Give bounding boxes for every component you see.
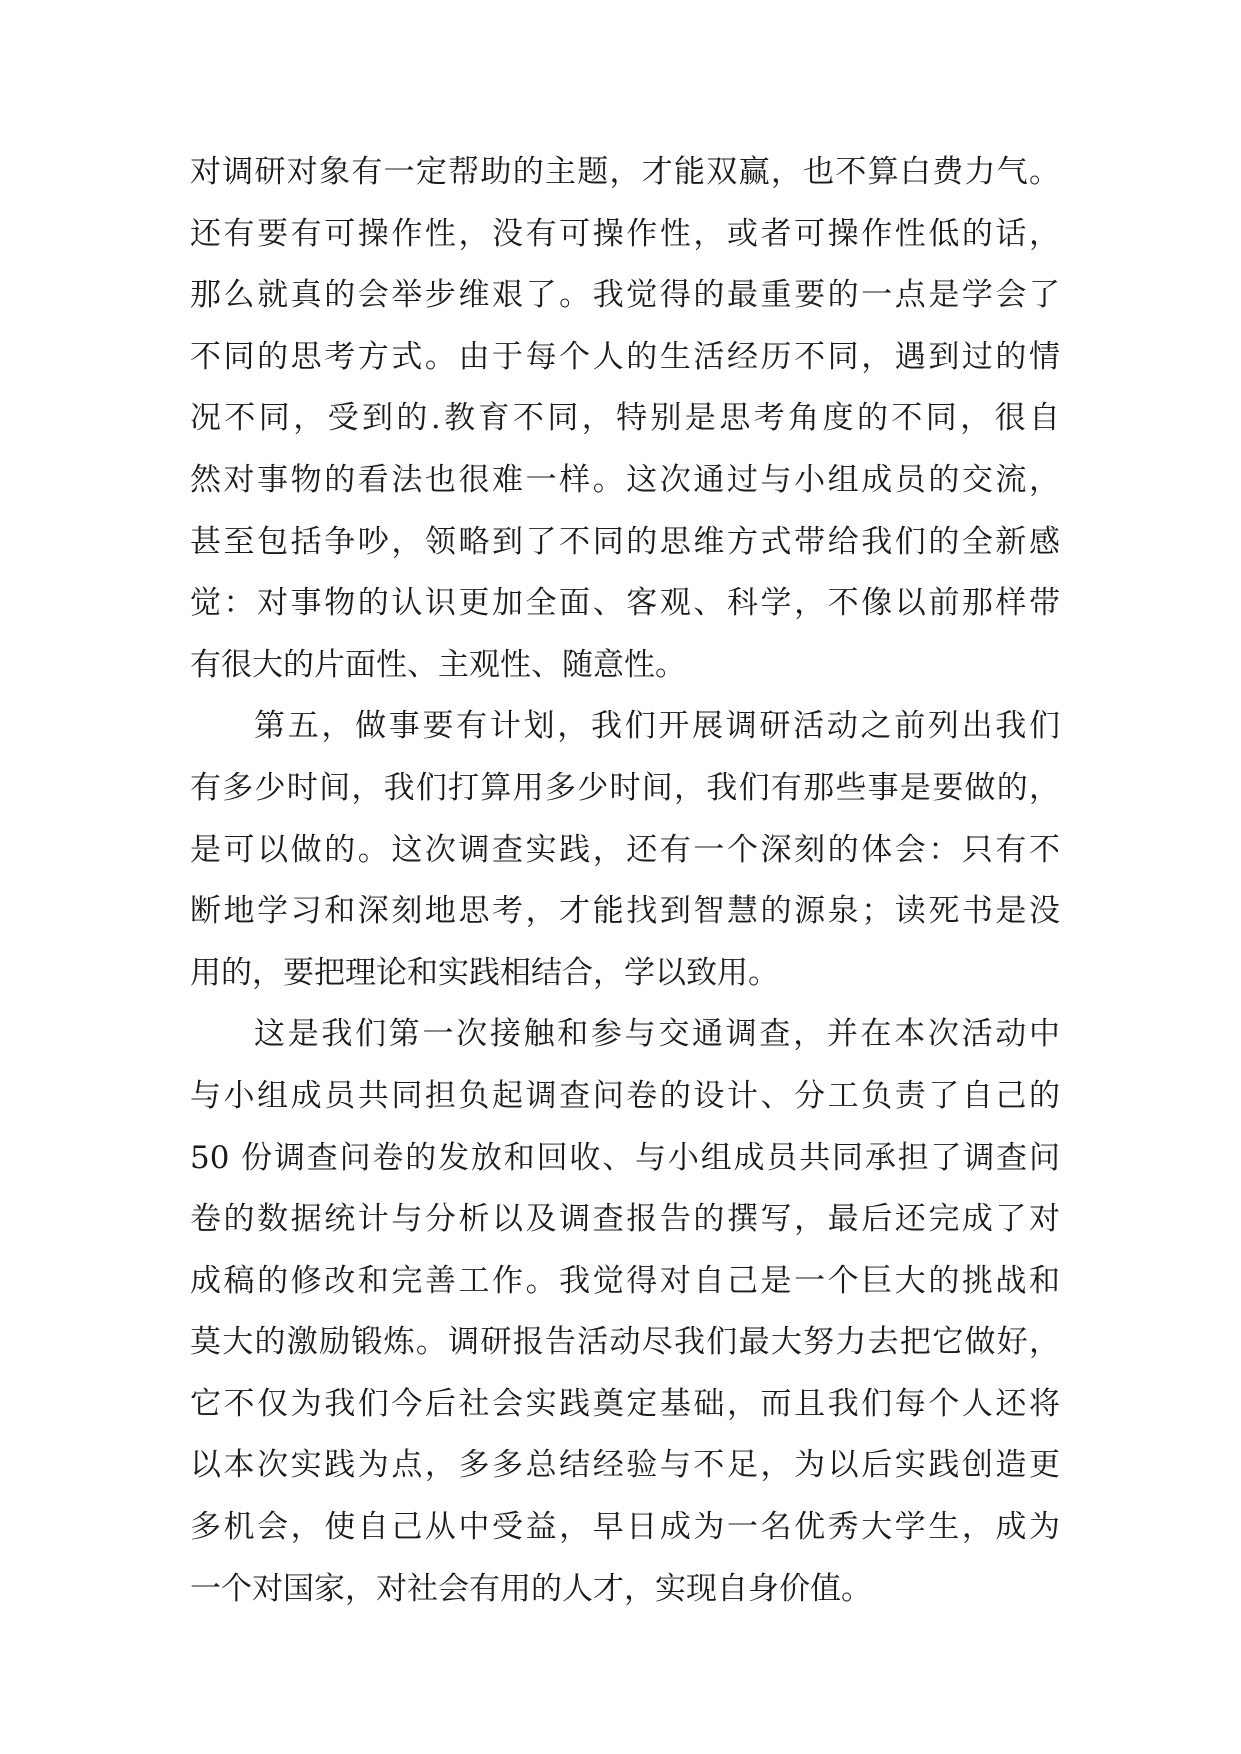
text-line: 觉：对事物的认识更加全面、客观、科学，不像以前那样带 bbox=[190, 585, 1060, 622]
text-line: 断地学习和深刻地思考，才能找到智慧的源泉；读死书是没 bbox=[190, 893, 1060, 930]
text-line: 它不仅为我们今后社会实践奠定基础，而且我们每个人还将 bbox=[190, 1385, 1060, 1422]
text-line: 用的，要把理论和实践相结合，学以致用。 bbox=[190, 954, 779, 991]
text-line: 卷的数据统计与分析以及调查报告的撰写，最后还完成了对 bbox=[190, 1201, 1060, 1238]
text-line: 有多少时间，我们打算用多少时间，我们有那些事是要做的， bbox=[190, 769, 1060, 806]
text-line: 成稿的修改和完善工作。我觉得对自己是一个巨大的挑战和 bbox=[190, 1262, 1060, 1299]
text-line: 然对事物的看法也很难一样。这次通过与小组成员的交流， bbox=[190, 461, 1060, 498]
text-line: 多机会，使自己从中受益，早日成为一名优秀大学生，成为 bbox=[190, 1509, 1060, 1546]
text-line: 有很大的片面性、主观性、随意性。 bbox=[190, 646, 686, 683]
text-line: 莫大的激励锻炼。调研报告活动尽我们最大努力去把它做好， bbox=[190, 1324, 1060, 1361]
text-line: 况不同，受到的.教育不同，特别是思考角度的不同，很自 bbox=[190, 400, 1060, 437]
text-line: 50 份调查问卷的发放和回收、与小组成员共同承担了调查问 bbox=[190, 1139, 1060, 1176]
text-line: 一个对国家，对社会有用的人才，实现自身价值。 bbox=[190, 1570, 872, 1607]
text-line: 那么就真的会举步维艰了。我觉得的最重要的一点是学会了 bbox=[190, 277, 1060, 314]
text-line: 甚至包括争吵，领略到了不同的思维方式带给我们的全新感 bbox=[190, 523, 1060, 560]
text-line: 与小组成员共同担负起调查问卷的设计、分工负责了自己的 bbox=[190, 1077, 1060, 1114]
text-line: 还有要有可操作性，没有可操作性，或者可操作性低的话， bbox=[190, 215, 1060, 252]
text-line: 对调研对象有一定帮助的主题，才能双赢，也不算白费力气。 bbox=[190, 154, 1060, 190]
text-line: 第五，做事要有计划，我们开展调研活动之前列出我们 bbox=[254, 708, 1060, 745]
text-line: 这是我们第一次接触和参与交通调查，并在本次活动中 bbox=[254, 1016, 1060, 1053]
document-body bbox=[190, 142, 1060, 1620]
text-line: 不同的思考方式。由于每个人的生活经历不同，遇到过的情 bbox=[190, 338, 1060, 375]
text-line: 是可以做的。这次调查实践，还有一个深刻的体会：只有不 bbox=[190, 831, 1060, 868]
text-line: 以本次实践为点，多多总结经验与不足，为以后实践创造更 bbox=[190, 1447, 1060, 1484]
